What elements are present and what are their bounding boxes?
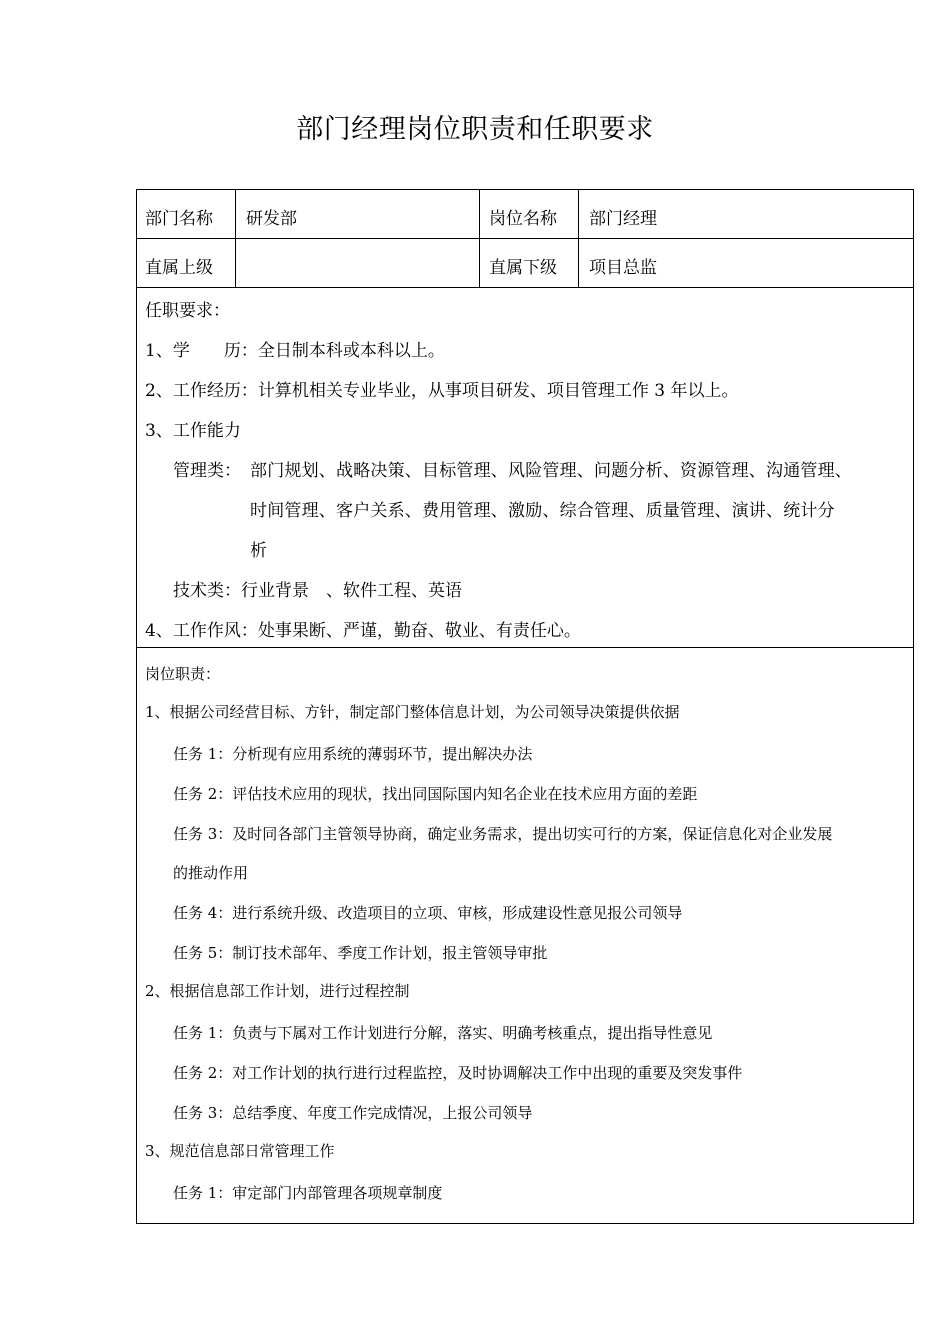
requirement-ability-heading: 3、工作能力 xyxy=(145,421,241,441)
responsibility-task: 任务 1：审定部门内部管理各项规章制度 xyxy=(173,1184,443,1202)
dept-name-value: 研发部 xyxy=(246,209,297,229)
responsibility-task: 任务 1：分析现有应用系统的薄弱环节，提出解决办法 xyxy=(173,745,533,763)
responsibility-task: 任务 4：进行系统升级、改造项目的立项、审核，形成建设性意见报公司领导 xyxy=(173,904,683,922)
requirements-heading: 任职要求： xyxy=(145,301,230,321)
technical-skills: 技术类：行业背景 、软件工程、英语 xyxy=(173,581,462,601)
requirement-education: 1、学 历：全日制本科或本科以上。 xyxy=(145,341,445,361)
direct-subordinate-value: 项目总监 xyxy=(589,258,657,278)
responsibility-task: 任务 3：总结季度、年度工作完成情况，上报公司领导 xyxy=(173,1104,533,1122)
management-skills-line: 析 xyxy=(250,541,267,561)
dept-name-label: 部门名称 xyxy=(145,209,213,229)
requirement-experience: 2、工作经历：计算机相关专业毕业，从事项目研发、项目管理工作 3 年以上。 xyxy=(145,381,739,401)
column-divider xyxy=(578,189,579,287)
column-divider xyxy=(479,189,480,287)
management-skills-line: 部门规划、战略决策、目标管理、风险管理、问题分析、资源管理、沟通管理、 xyxy=(250,461,852,481)
position-name-value: 部门经理 xyxy=(589,209,657,229)
responsibility-task: 任务 2：评估技术应用的现状，找出同国际国内知名企业在技术应用方面的差距 xyxy=(173,785,698,803)
row-divider xyxy=(136,287,914,288)
column-divider xyxy=(235,189,236,287)
responsibility-title: 1、根据公司经营目标、方针，制定部门整体信息计划，为公司领导决策提供依据 xyxy=(145,703,680,721)
row-divider xyxy=(136,238,914,239)
document-title: 部门经理岗位职责和任职要求 xyxy=(296,114,654,145)
direct-subordinate-label: 直属下级 xyxy=(489,258,557,278)
responsibility-task: 任务 2：对工作计划的执行进行过程监控，及时协调解决工作中出现的重要及突发事件 xyxy=(173,1064,743,1082)
direct-superior-label: 直属上级 xyxy=(145,258,213,278)
responsibility-task-continuation: 的推动作用 xyxy=(173,864,249,882)
responsibility-title: 2、根据信息部工作计划，进行过程控制 xyxy=(145,982,410,1000)
management-skills-line: 时间管理、客户关系、费用管理、激励、综合管理、质量管理、演讲、统计分 xyxy=(250,501,835,521)
responsibility-task: 任务 1：负责与下属对工作计划进行分解，落实、明确考核重点，提出指导性意见 xyxy=(173,1024,713,1042)
responsibilities-heading: 岗位职责： xyxy=(145,665,221,683)
position-name-label: 岗位名称 xyxy=(489,209,557,229)
management-label: 管理类： xyxy=(173,461,241,481)
section-divider xyxy=(136,647,914,648)
responsibility-title: 3、规范信息部日常管理工作 xyxy=(145,1142,335,1160)
responsibility-task: 任务 3：及时同各部门主管领导协商，确定业务需求，提出切实可行的方案，保证信息化对企业发展 xyxy=(173,825,833,843)
responsibility-task: 任务 5：制订技术部年、季度工作计划，报主管领导审批 xyxy=(173,944,548,962)
requirement-work-style: 4、工作作风：处事果断、严谨，勤奋、敬业、有责任心。 xyxy=(145,621,581,641)
